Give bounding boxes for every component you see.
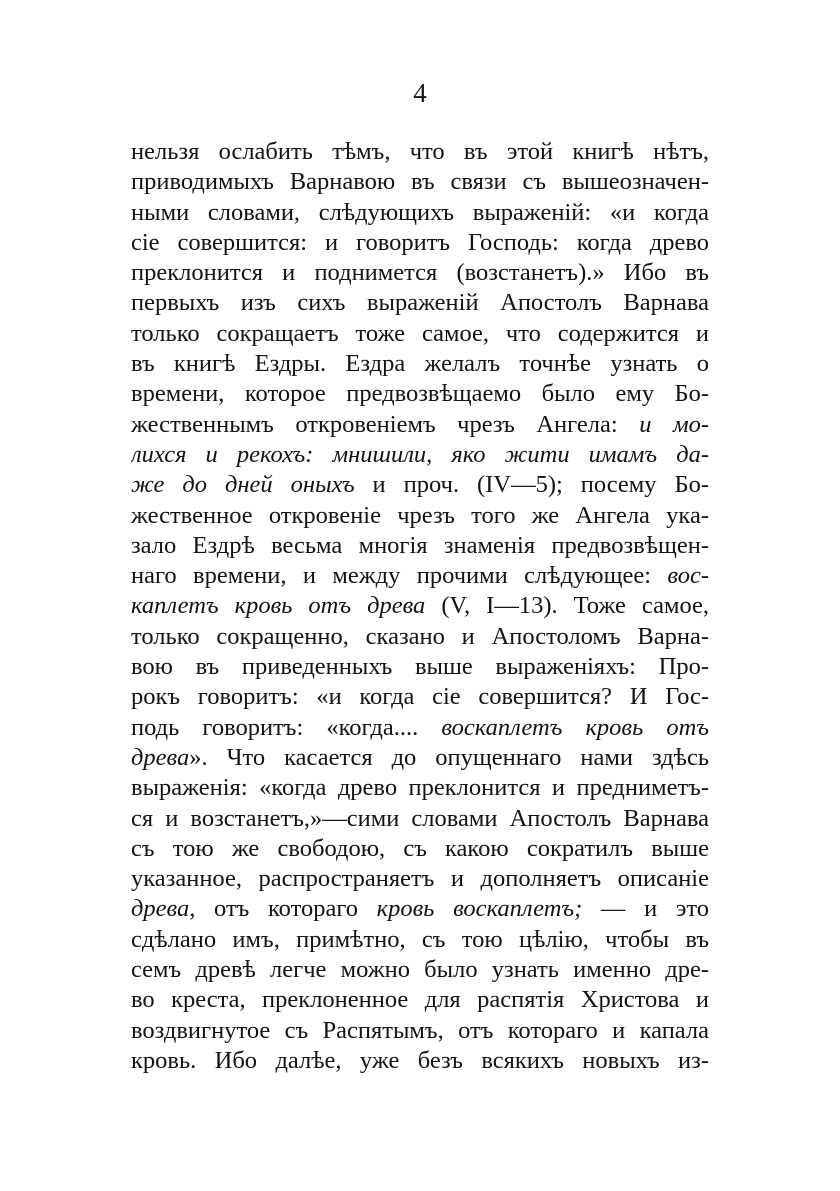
italic-text-segment: лихся и рекохъ: мнишили, яко жити имамъ да- (131, 440, 709, 468)
text-segment: (V, I—13). Тоже самое, (425, 592, 709, 620)
text-line (131, 1046, 709, 1076)
text-segment: ся и возстанетъ,»—сими словами Апостолъ Варнава (131, 804, 709, 832)
text-line (131, 198, 709, 228)
text-segment: семъ древѣ легче можно было узнать именно дре- (131, 956, 709, 984)
text-segment: воздвигнутое съ Распятымъ, отъ котораго и капала (131, 1016, 709, 1044)
text-line (131, 985, 709, 1015)
text-segment: съ тою же свободою, съ какою сократилъ выше (131, 834, 709, 862)
text-line (131, 470, 709, 500)
text-line (131, 864, 709, 894)
italic-text-segment: древа (131, 743, 190, 771)
text-line (131, 561, 709, 591)
text-line (131, 258, 709, 288)
text-line (131, 743, 709, 773)
italic-text-segment: же до дней оныхъ (131, 471, 355, 499)
text-segment: наго времени, и между прочими слѣдующее: (131, 562, 668, 590)
text-line (131, 288, 709, 318)
italic-text-segment: воскаплетъ кровь отъ (441, 713, 709, 741)
text-segment: только сокращенно, сказано и Апостоломъ Варна- (131, 622, 709, 650)
text-line (131, 319, 709, 349)
text-line (131, 955, 709, 985)
text-line (131, 440, 709, 470)
text-segment: приводимыхъ Варнавою въ связи съ вышеозначен- (131, 168, 709, 196)
text-line (131, 501, 709, 531)
text-segment: нельзя ослабить тѣмъ, что въ этой книгѣ нѣтъ, (131, 138, 709, 165)
text-line (131, 834, 709, 864)
text-segment: и проч. (IV—5); посему Бо- (354, 471, 709, 499)
text-line (131, 925, 709, 955)
text-line (131, 228, 709, 258)
text-line (131, 379, 709, 409)
italic-text-segment: древа (131, 895, 190, 923)
text-segment: жественнымъ откровеніемъ чрезъ Ангела: (131, 410, 640, 438)
text-segment: — и это (582, 895, 709, 923)
italic-text-segment: кровь воскаплетъ; (376, 895, 583, 923)
text-segment: рокъ говоритъ: «и когда сіе совершится? И Гос- (131, 683, 709, 711)
italic-text-segment: каплетъ кровь отъ древа (131, 592, 426, 620)
text-line (131, 591, 709, 621)
text-line (131, 137, 709, 167)
text-line (131, 804, 709, 834)
text-segment: въ книгѣ Ездры. Ездра желалъ точнѣе узнать о (131, 350, 709, 378)
text-segment: жественное откровеніе чрезъ того же Ангела ука- (131, 501, 709, 529)
text-segment: , отъ котораго (189, 895, 377, 923)
text-segment: зало Ездрѣ весьма многія знаменія предвозвѣщен- (131, 531, 709, 559)
text-line (131, 713, 709, 743)
text-segment: сдѣлано имъ, примѣтно, съ тою цѣлію, чтобы въ (131, 925, 709, 953)
text-line (131, 652, 709, 682)
text-segment: сіе совершится: и говоритъ Господь: когда древо (131, 228, 709, 256)
text-segment: времени, которое предвозвѣщаемо было ему Бо- (131, 380, 709, 408)
text-line (131, 894, 709, 924)
text-line (131, 622, 709, 652)
text-segment: указанное, распространяетъ и дополняетъ описаніе (131, 865, 709, 893)
page-number: 4 (413, 78, 427, 108)
text-segment: подь говоритъ: «когда.... (131, 713, 442, 741)
text-line (131, 773, 709, 803)
text-line (131, 349, 709, 379)
text-segment: вою въ приведенныхъ выше выраженіяхъ: Про- (131, 653, 709, 681)
text-segment: ». Что касается до опущеннаго нами здѣсь (189, 743, 709, 771)
italic-text-segment: вос- (667, 562, 709, 590)
text-segment: первыхъ изъ сихъ выраженій Апостолъ Варнава (131, 289, 709, 317)
body-text (131, 137, 709, 1076)
text-segment: ными словами, слѣдующихъ выраженій: «и когда (131, 198, 709, 226)
text-line (131, 1016, 709, 1046)
text-segment: выраженія: «когда древо преклонится и предниметъ- (131, 774, 709, 802)
text-line (131, 410, 709, 440)
text-line (131, 682, 709, 712)
text-segment: кровь. Ибо далѣе, уже безъ всякихъ новыхъ из- (131, 1046, 709, 1074)
italic-text-segment: и мо- (639, 410, 709, 438)
text-line (131, 531, 709, 561)
text-segment: во креста, преклоненное для распятія Христова и (131, 986, 709, 1014)
text-segment: преклонится и поднимется (возстанетъ).» Ибо въ (131, 259, 709, 287)
text-segment: только сокращаетъ тоже самое, что содержится и (131, 319, 709, 347)
text-line (131, 167, 709, 197)
